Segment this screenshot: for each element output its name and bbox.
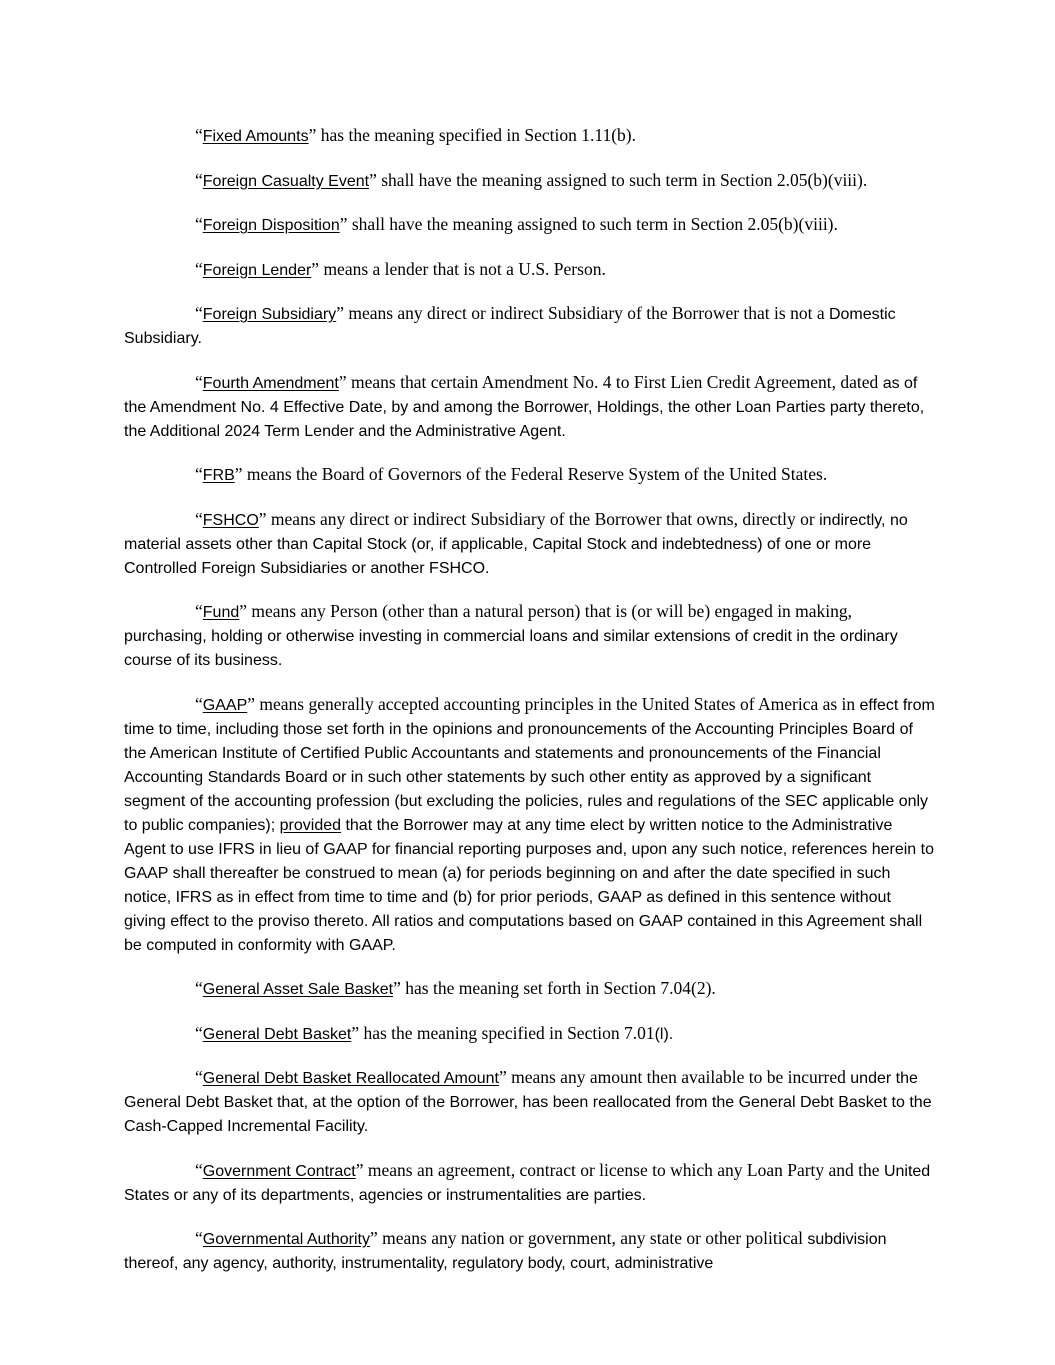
definition-fixed-amounts: “Fixed Amounts” has the meaning specified in Section 1.11(b). — [195, 125, 636, 145]
defined-term: Governmental Authority — [202, 1231, 370, 1248]
definition-foreign-disposition: “Foreign Disposition” shall have the meaning assigned to such term in Section 2.05(b)(viii). — [195, 214, 838, 234]
definitions-list — [124, 124, 936, 1296]
defined-term: General Asset Sale Basket — [202, 981, 394, 998]
definition-general-debt-basket: “General Debt Basket” has the meaning specified in Section 7.01(l). — [195, 1022, 674, 1043]
definition-foreign-casualty-event: “Foreign Casualty Event” shall have the meaning assigned to such term in Section 2.05(b)(viii). — [195, 169, 868, 190]
defined-term: Foreign Casualty Event — [202, 172, 370, 190]
defined-term: Government Contract — [202, 1162, 356, 1180]
definition-fund: “Fund” means any Person (other than a natural person) that is (or will be) engaged in making, purchasing, holding or otherwise investing in commercial loans and similar extensions of credit in the ordinary course of its business. — [124, 601, 898, 669]
defined-term: GAAP — [202, 696, 248, 714]
defined-term: FSHCO — [202, 511, 259, 529]
definition-government-contract: “Government Contract” means an agreement, contract or license to which any Loan Party and the United States or any of its departments, agencies or instrumentalities are parties. — [124, 1159, 931, 1204]
definition-foreign-lender: “Foreign Lender” means a lender that is not a U.S. Person. — [195, 258, 606, 279]
provided-term: provided — [279, 816, 342, 834]
definition-foreign-subsidiary: “Foreign Subsidiary” means any direct or indirect Subsidiary of the Borrower that is not a Domestic Subsidiary. — [124, 303, 896, 347]
defined-term: Foreign Subsidiary — [202, 306, 337, 323]
definition-frb: “FRB” means the Board of Governors of the Federal Reserve System of the United States. — [195, 464, 828, 484]
defined-term: FRB — [202, 467, 235, 484]
defined-term: General Debt Basket Reallocated Amount — [202, 1070, 499, 1087]
definition-fshco: “FSHCO” means any direct or indirect Subsidiary of the Borrower that owns, directly or indirectly, no material assets other than Capital Stock (or, if applicable, Capital Stock and indebtedness) of one or more Controlled Foreign Subsidiaries or another FSHCO. — [124, 508, 908, 577]
definition-gaap: “GAAP” means generally accepted accounting principles in the United States of America as in effect from time to time, including those set forth in the opinions and pronouncements of the Accounting Principles Board of the American Institute of Certified Public Accountants and statements and pronouncements of the Financial Accounting Standards Board or in such other statements by such other entity as approved by a significant segment of the accounting profession (but excluding the policies, rules and regulations of the SEC applicable only to public companies); provided that the Borrower may at any time elect by written notice to the Administrative Agent to use IFRS in lieu of GAAP for financial reporting purposes and, upon any such notice, references herein to GAAP shall thereafter be construed to mean (a) for periods beginning on and after the date specified in such notice, IFRS as in effect from time to time and (b) for prior periods, GAAP as defined in this sentence without giving effect to the proviso thereto. All ratios and computations based on GAAP contained in this Agreement shall be computed in conformity with GAAP. — [124, 693, 935, 954]
definition-general-debt-basket-reallocated-amount: “General Debt Basket Reallocated Amount” means any amount then available to be incurred under the General Debt Basket that, at the option of the Borrower, has been reallocated from the General Debt Basket to the Cash-Capped Incremental Facility. — [124, 1067, 932, 1135]
definition-governmental-authority: “Governmental Authority” means any nation or government, any state or other political subdivision thereof, any agency, authority, instrumentality, regulatory body, court, administrative — [124, 1228, 887, 1272]
defined-term: Fixed Amounts — [202, 128, 309, 145]
defined-term: Foreign Lender — [202, 261, 312, 279]
definition-fourth-amendment: “Fourth Amendment” means that certain Amendment No. 4 to First Lien Credit Agreement, dated as of the Amendment No. 4 Effective Date, by and among the Borrower, Holdings, the other Loan Parties party thereto, the Additional 2024 Term Lender and the Administrative Agent. — [124, 371, 925, 440]
definition-general-asset-sale-basket: “General Asset Sale Basket” has the meaning set forth in Section 7.04(2). — [195, 978, 716, 998]
defined-term: General Debt Basket — [202, 1025, 352, 1043]
defined-term: Foreign Disposition — [202, 217, 340, 234]
defined-term: Fourth Amendment — [202, 374, 339, 392]
defined-term: Fund — [202, 604, 240, 621]
